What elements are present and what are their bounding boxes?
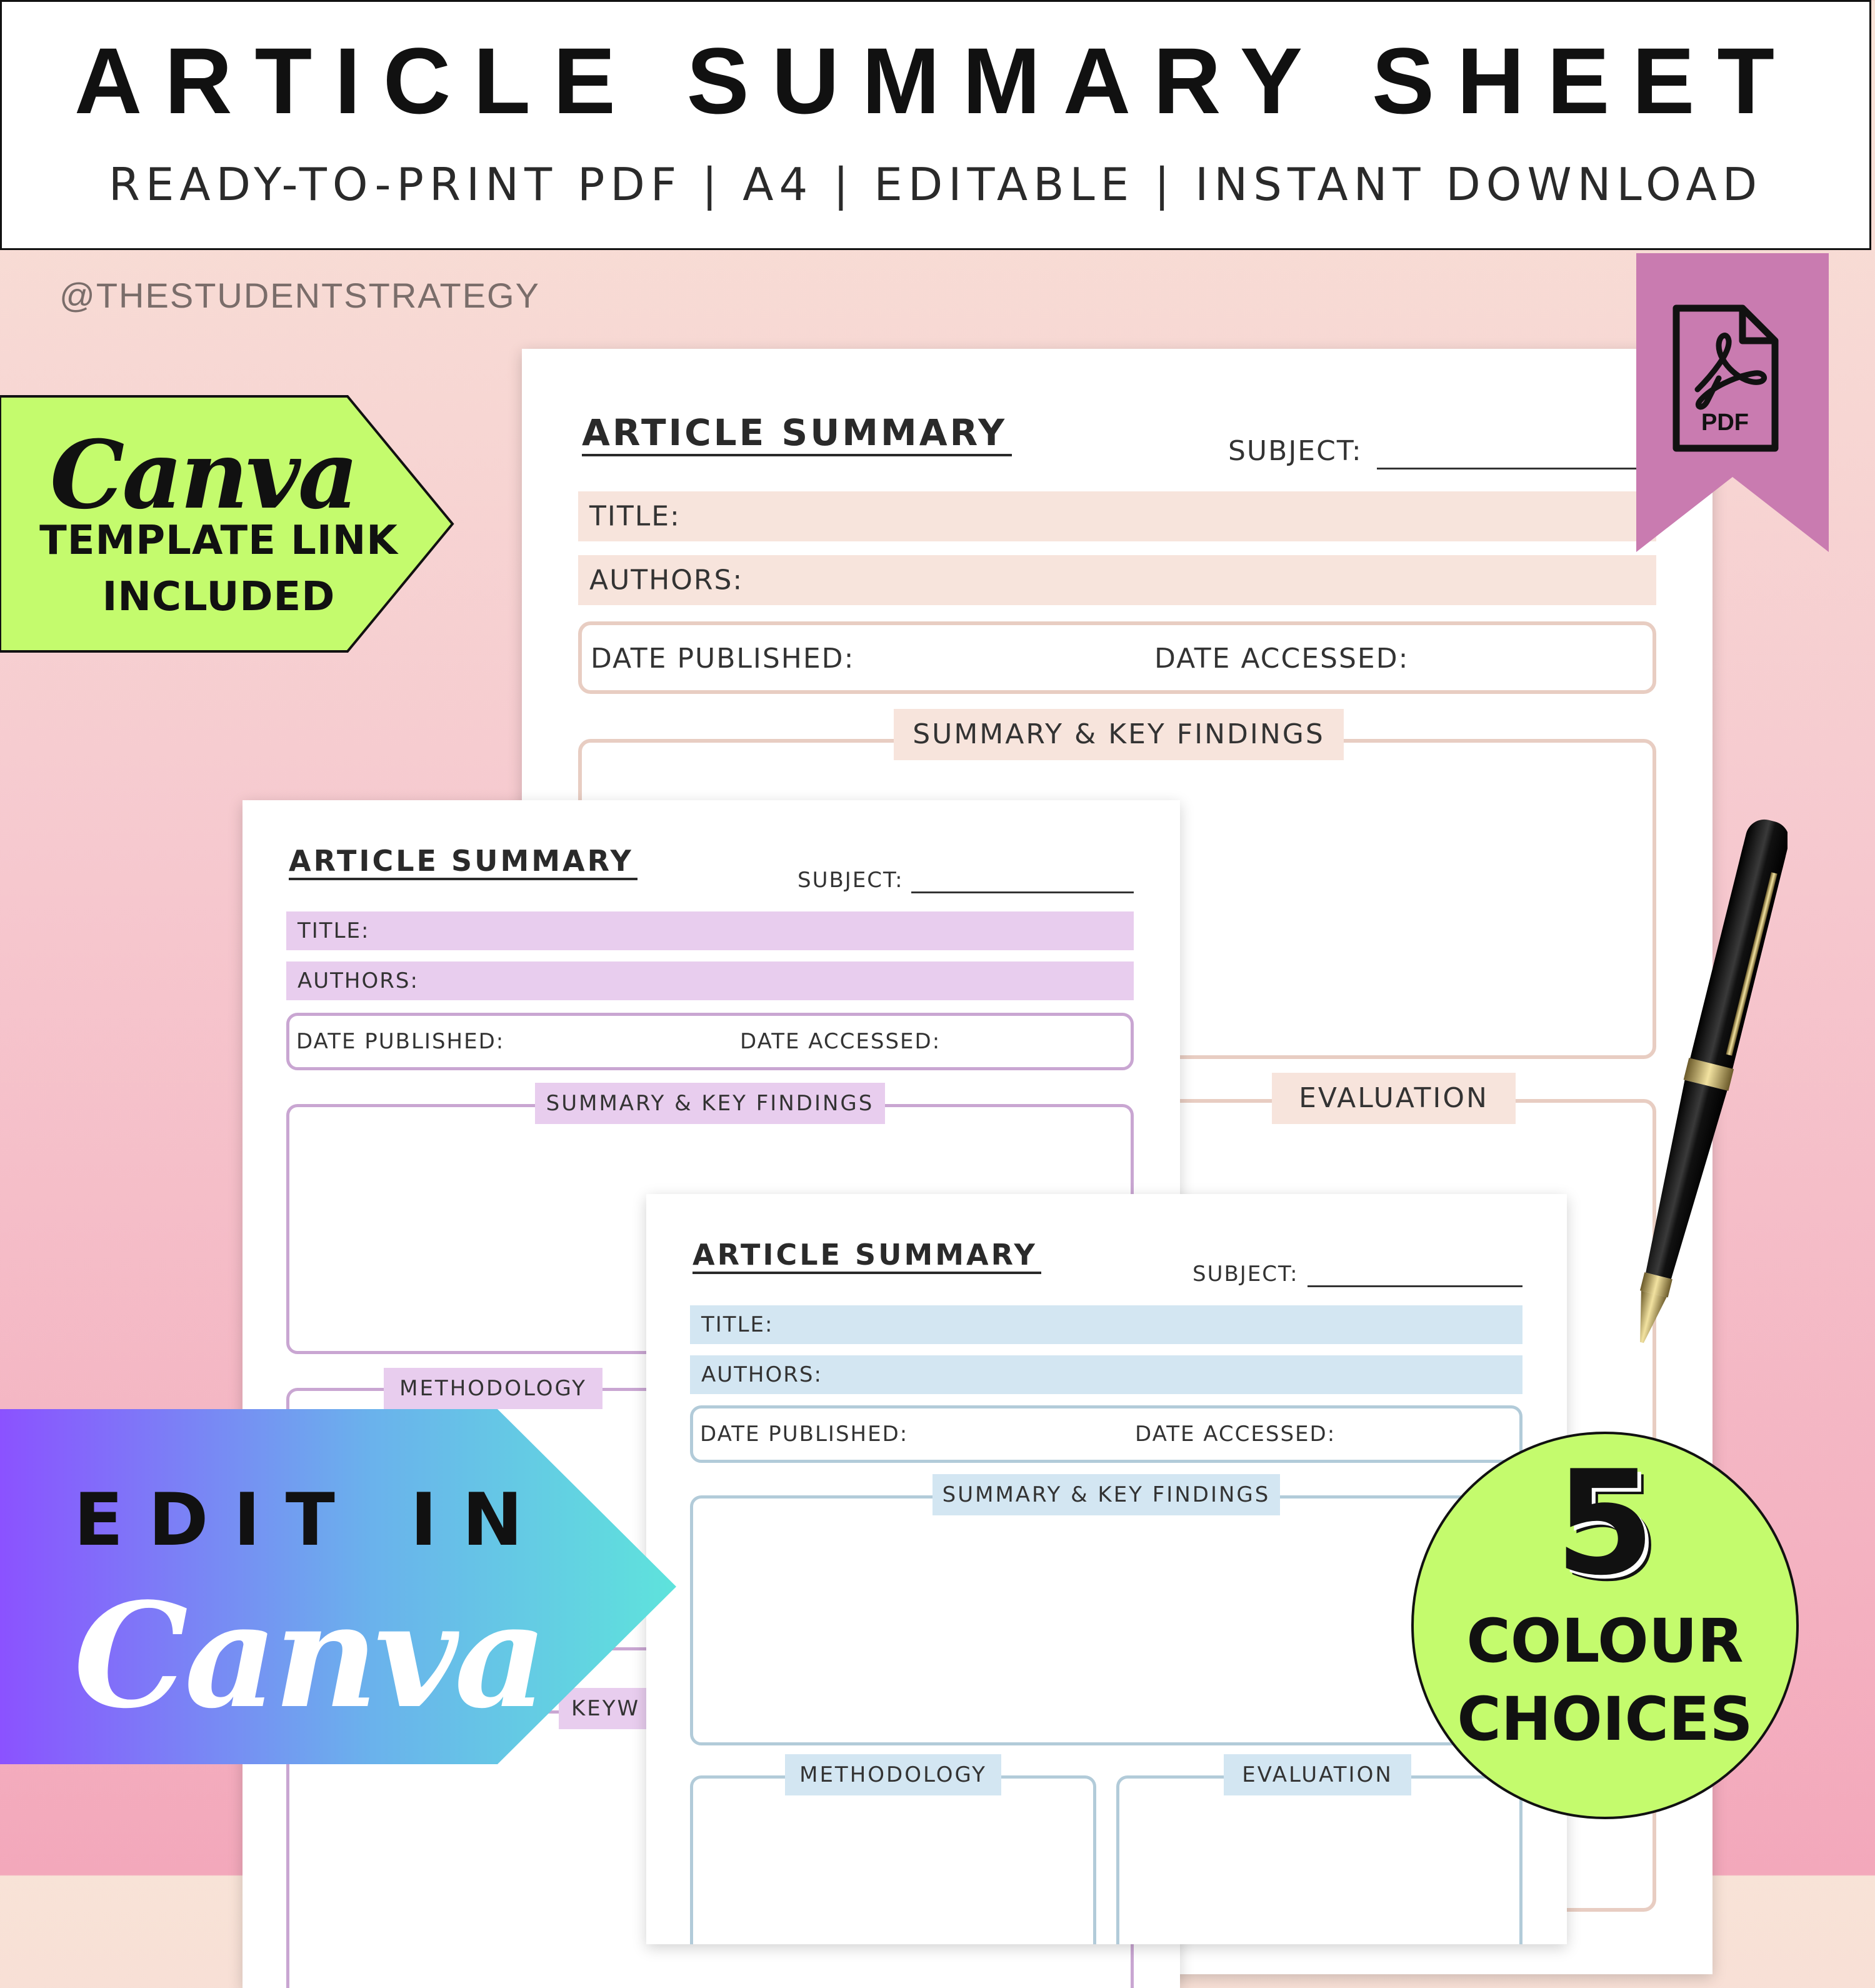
date-accessed-label: DATE ACCESSED: bbox=[1154, 643, 1409, 675]
sheet-heading: ARTICLE SUMMARY bbox=[289, 844, 638, 880]
page-title: ARTICLE SUMMARY SHEET bbox=[74, 28, 1798, 133]
title-label: TITLE: bbox=[298, 918, 370, 943]
title-bar bbox=[578, 491, 1656, 541]
edit-in-canva-tag bbox=[0, 1409, 678, 1764]
title-label: TITLE: bbox=[701, 1312, 774, 1337]
summary-section-label: SUMMARY & KEY FINDINGS bbox=[894, 709, 1344, 760]
summary-box bbox=[690, 1495, 1522, 1745]
subject-line bbox=[1377, 468, 1652, 469]
date-accessed-label: DATE ACCESSED: bbox=[740, 1029, 941, 1054]
choices-text: CHOICES bbox=[1457, 1684, 1753, 1754]
summary-section-label: SUMMARY & KEY FINDINGS bbox=[535, 1083, 885, 1124]
authors-label: AUTHORS: bbox=[701, 1362, 822, 1387]
subject-label: SUBJECT: bbox=[1228, 435, 1362, 467]
methodology-section-label: METHODOLOGY bbox=[785, 1754, 1001, 1795]
sheet-heading: ARTICLE SUMMARY bbox=[692, 1238, 1041, 1274]
keywords-section-label: KEYW bbox=[559, 1688, 746, 1729]
subject-line bbox=[1308, 1285, 1522, 1287]
subject-label: SUBJECT: bbox=[1192, 1262, 1299, 1287]
colour-count: 5 bbox=[1554, 1440, 1656, 1607]
date-published-label: DATE PUBLISHED: bbox=[296, 1029, 505, 1054]
pen-illustration bbox=[1625, 806, 1788, 1357]
evaluation-box bbox=[1116, 1775, 1522, 1944]
authors-bar bbox=[286, 961, 1134, 1000]
edit-in-text: EDIT IN bbox=[74, 1478, 548, 1562]
page-subtitle: READY-TO-PRINT PDF | A4 | EDITABLE | INSTANT DOWNLOAD bbox=[108, 158, 1763, 211]
colour-choices-badge bbox=[1411, 1432, 1799, 1819]
sheet-heading: ARTICLE SUMMARY bbox=[582, 411, 1012, 456]
canva-logo: Canva bbox=[74, 1572, 544, 1740]
canva-logo: Canva bbox=[50, 420, 356, 530]
authors-bar bbox=[690, 1355, 1522, 1394]
social-handle: @THESTUDENTSTRATEGY bbox=[59, 276, 540, 315]
summary-section-label: SUMMARY & KEY FINDINGS bbox=[932, 1474, 1280, 1515]
colour-text: COLOUR bbox=[1466, 1606, 1744, 1676]
pdf-label: PDF bbox=[1701, 409, 1749, 436]
evaluation-section-label: EVALUATION bbox=[1272, 1073, 1516, 1124]
date-accessed-label: DATE ACCESSED: bbox=[1135, 1422, 1336, 1447]
authors-label: AUTHORS: bbox=[298, 968, 419, 993]
title-bar bbox=[690, 1305, 1522, 1344]
subject-label: SUBJECT: bbox=[798, 868, 904, 893]
authors-bar bbox=[578, 555, 1656, 605]
authors-label: AUTHORS: bbox=[589, 564, 744, 596]
template-link-text: TEMPLATE LINK bbox=[39, 518, 398, 564]
header-banner bbox=[0, 0, 1871, 250]
title-bar bbox=[286, 911, 1134, 950]
evaluation-section-label: EVALUATION bbox=[1224, 1754, 1411, 1795]
subject-line bbox=[911, 891, 1134, 893]
methodology-box bbox=[690, 1775, 1096, 1944]
canva-template-tag bbox=[0, 395, 456, 653]
title-label: TITLE: bbox=[589, 500, 681, 533]
date-published-label: DATE PUBLISHED: bbox=[700, 1422, 909, 1447]
methodology-section-label: METHODOLOGY bbox=[384, 1368, 602, 1409]
pdf-ribbon bbox=[1636, 253, 1829, 552]
included-text: INCLUDED bbox=[102, 574, 336, 620]
date-published-label: DATE PUBLISHED: bbox=[591, 643, 855, 675]
